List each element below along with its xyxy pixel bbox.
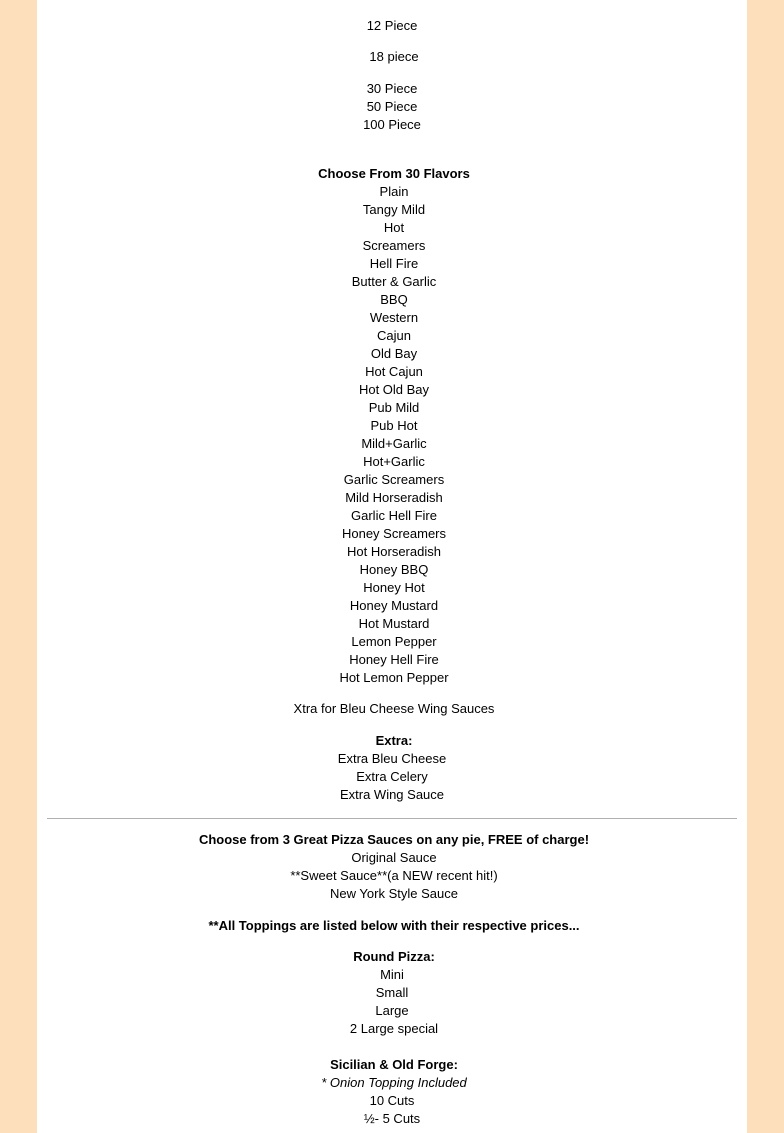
flavor-item: Hot Mustard [358, 616, 430, 631]
flavor-item: BBQ [380, 292, 408, 307]
extra-heading: Extra: [375, 733, 413, 748]
round-pizza-size: Mini [380, 967, 404, 982]
bleu-cheese-note: Xtra for Bleu Cheese Wing Sauces [293, 701, 495, 716]
flavors-heading: Choose From 30 Flavors [318, 166, 470, 181]
flavor-item: Hot Lemon Pepper [339, 670, 449, 685]
round-pizza-size: Small [375, 985, 409, 1000]
pizza-sauce-item: Original Sauce [351, 850, 437, 865]
section-divider [47, 818, 737, 819]
sicilian-note: * Onion Topping Included [321, 1075, 467, 1090]
flavor-item: Hot Horseradish [347, 544, 441, 559]
flavor-item: Butter & Garlic [351, 274, 437, 289]
flavor-item: Mild+Garlic [361, 436, 427, 451]
flavor-item: Hot [383, 220, 405, 235]
flavor-item: Hot Old Bay [358, 382, 430, 397]
flavor-item: Hell Fire [369, 256, 419, 271]
flavor-item: Honey BBQ [359, 562, 429, 577]
sicilian-size: ½- 5 Cuts [363, 1111, 421, 1126]
round-pizza-size: Large [375, 1003, 409, 1018]
toppings-note: **All Toppings are listed below with their respective prices... [208, 918, 580, 933]
sicilian-size: 10 Cuts [369, 1093, 415, 1108]
wing-size-item: 12 Piece [366, 18, 418, 33]
extra-item: Extra Celery [356, 769, 428, 784]
wing-size-item: 30 Piece [366, 81, 418, 96]
wing-size-item: 18 piece [369, 49, 419, 64]
round-pizza-heading: Round Pizza: [353, 949, 435, 964]
flavor-item: Pub Hot [370, 418, 418, 433]
pizza-sauce-item: **Sweet Sauce**(a NEW recent hit!) [290, 868, 498, 883]
flavor-item: Garlic Screamers [343, 472, 445, 487]
flavor-item: Western [369, 310, 419, 325]
extra-item: Extra Bleu Cheese [337, 751, 447, 766]
flavor-item: Screamers [362, 238, 426, 253]
flavor-item: Lemon Pepper [351, 634, 437, 649]
flavor-item: Honey Screamers [341, 526, 447, 541]
flavor-item: Hot+Garlic [363, 454, 425, 469]
sicilian-heading: Sicilian & Old Forge: [330, 1057, 458, 1072]
menu-page [37, 0, 747, 1133]
round-pizza-size: 2 Large special [349, 1021, 439, 1036]
wing-size-item: 50 Piece [366, 99, 418, 114]
flavor-item: Hot Cajun [365, 364, 423, 379]
flavor-item: Honey Mustard [349, 598, 439, 613]
pizza-sauce-heading: Choose from 3 Great Pizza Sauces on any pie, FREE of charge! [198, 832, 590, 847]
pizza-sauce-item: New York Style Sauce [330, 886, 458, 901]
extra-item: Extra Wing Sauce [339, 787, 445, 802]
flavor-item: Garlic Hell Fire [351, 508, 437, 523]
flavor-item: Pub Mild [368, 400, 420, 415]
flavor-item: Tangy Mild [362, 202, 426, 217]
flavor-item: Plain [379, 184, 409, 199]
flavor-item: Mild Horseradish [345, 490, 443, 505]
flavor-item: Honey Hot [363, 580, 425, 595]
flavor-item: Cajun [377, 328, 411, 343]
flavor-item: Honey Hell Fire [349, 652, 439, 667]
wing-size-item: 100 Piece [363, 117, 421, 132]
flavor-item: Old Bay [370, 346, 418, 361]
